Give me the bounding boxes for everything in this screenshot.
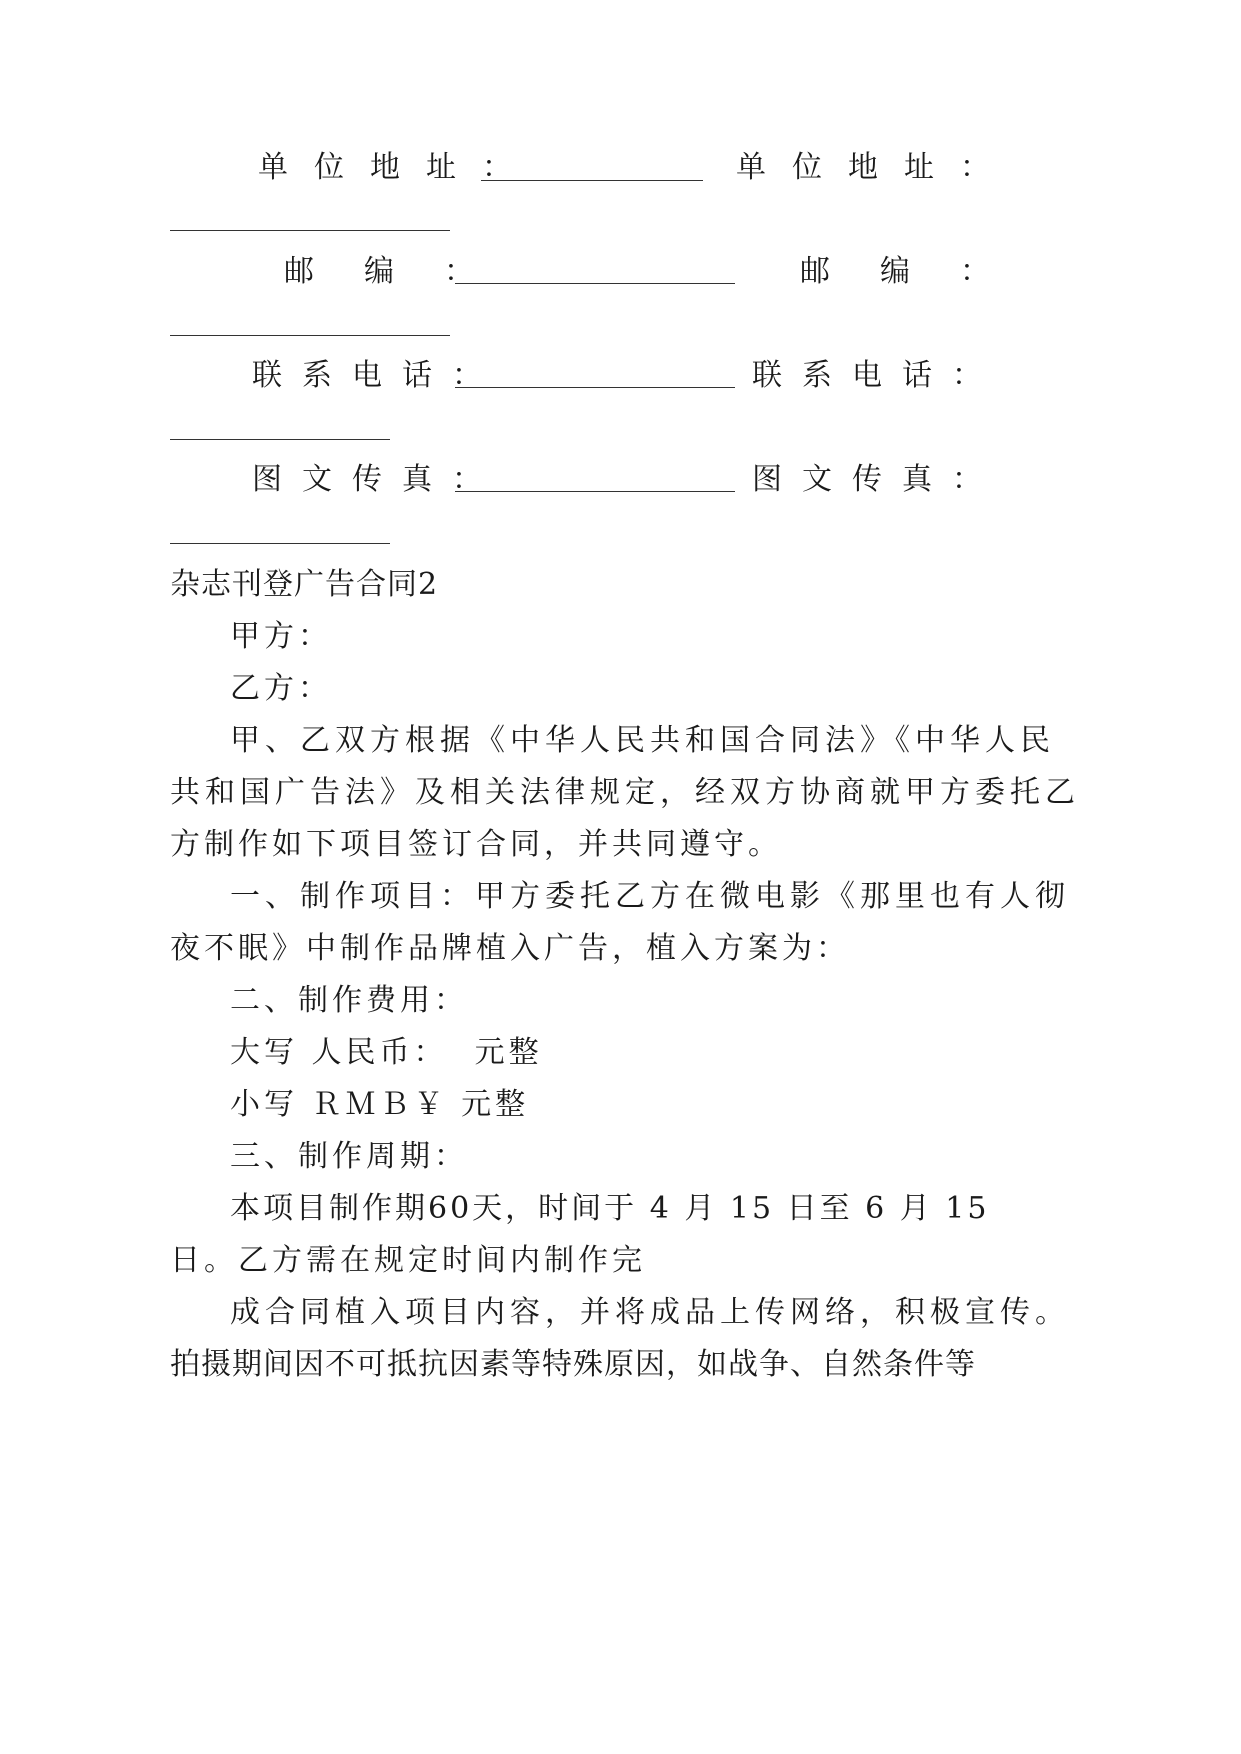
address-label-left: 单位地址： bbox=[258, 150, 538, 185]
intro-line-1: 甲、乙双方根据《中华人民共和国合同法》《中华人民 bbox=[230, 723, 1055, 758]
phone-label-right: 联系电话： bbox=[752, 358, 1002, 393]
address-blank-right bbox=[170, 230, 450, 231]
intro-line-2: 共和国广告法》及相关法律规定，经双方协商就甲方委托乙 bbox=[170, 775, 1080, 810]
address-blank-left bbox=[481, 180, 703, 181]
address-label-right: 单位地址： bbox=[736, 150, 1016, 185]
complete-line-2: 拍摄期间因不可抵抗因素等特殊原因，如战争、自然条件等 bbox=[170, 1347, 976, 1382]
complete-line-1: 成合同植入项目内容，并将成品上传网络，积极宣传。 bbox=[230, 1295, 1070, 1330]
phone-label-left: 联系电话： bbox=[252, 358, 502, 393]
period-line-2: 日。乙方需在规定时间内制作完 bbox=[170, 1243, 646, 1278]
item3-heading: 三、制作周期： bbox=[230, 1139, 468, 1174]
amount-upper: 大写 人民币： 元整 bbox=[230, 1035, 543, 1070]
amount-lower: 小写 ＲＭＢ￥ 元整 bbox=[230, 1087, 530, 1122]
phone-blank-right bbox=[170, 439, 390, 440]
item1-line-2: 夜不眠》中制作品牌植入广告，植入方案为： bbox=[170, 931, 850, 966]
fax-label-right: 图文传真： bbox=[752, 462, 1002, 497]
fax-label-left: 图文传真： bbox=[252, 462, 502, 497]
party-a-label: 甲方： bbox=[230, 619, 332, 654]
postal-label-left: 邮编： bbox=[284, 254, 524, 289]
period-line-1: 本项目制作期60天，时间于 4 月 15 日至 6 月 15 bbox=[230, 1191, 990, 1226]
postal-blank-right bbox=[170, 335, 450, 336]
contract-title: 杂志刊登广告合同2 bbox=[170, 567, 439, 602]
item2-heading: 二、制作费用： bbox=[230, 983, 468, 1018]
item1-line-1: 一、制作项目：甲方委托乙方在微电影《那里也有人彻 bbox=[230, 879, 1070, 914]
postal-label-right: 邮编： bbox=[800, 254, 1040, 289]
fax-blank-left bbox=[455, 491, 735, 492]
fax-blank-right bbox=[170, 543, 390, 544]
intro-line-3: 方制作如下项目签订合同，并共同遵守。 bbox=[170, 827, 782, 862]
postal-blank-left bbox=[455, 283, 735, 284]
phone-blank-left bbox=[455, 387, 735, 388]
party-b-label: 乙方： bbox=[230, 671, 332, 706]
